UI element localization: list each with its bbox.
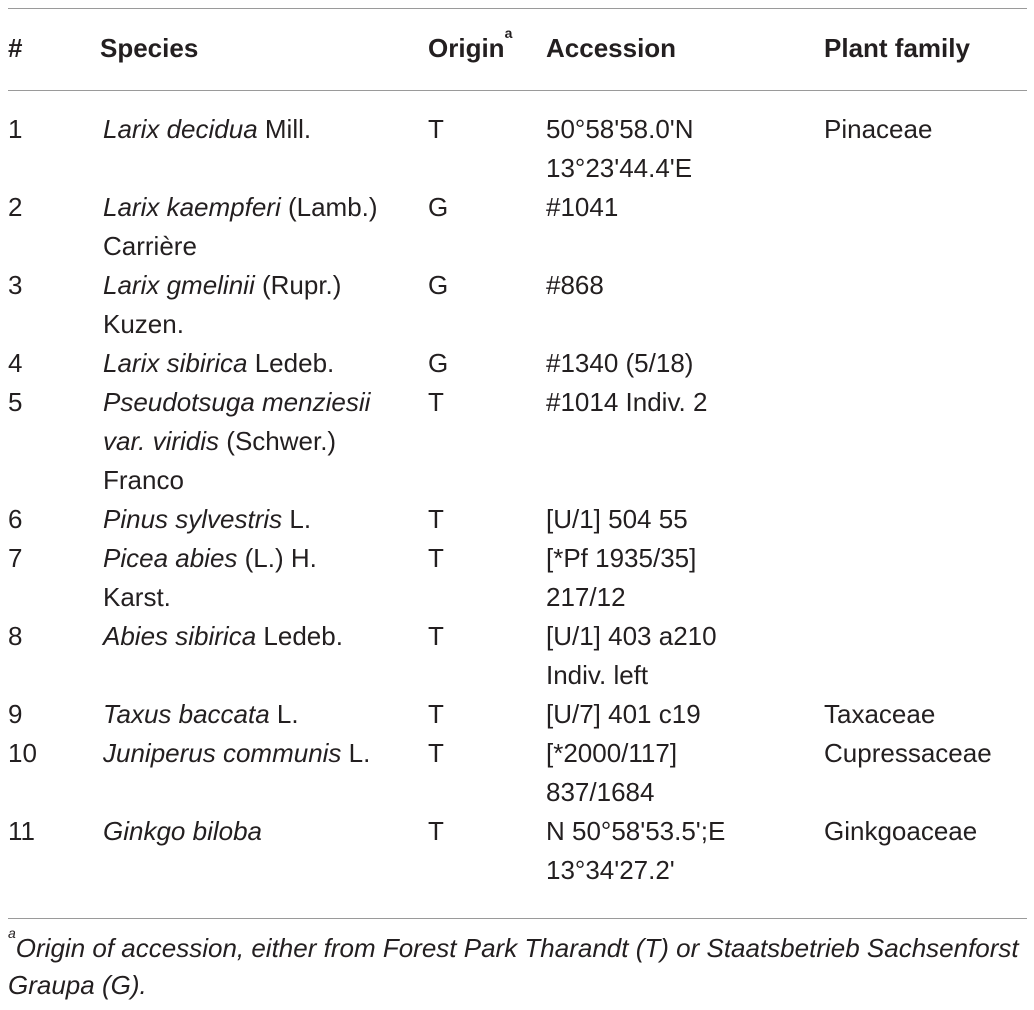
accession-line: 50°58'58.0'N (546, 114, 694, 144)
accession (546, 539, 696, 617)
header-origin (428, 25, 513, 66)
accession (546, 734, 677, 812)
footnote-mark: a (8, 925, 16, 941)
species-authority: (Rupr.) (254, 270, 342, 300)
origin-code: G (428, 270, 449, 300)
footnote-line-2: Graupa (G). (8, 970, 147, 1000)
species-line (103, 110, 311, 149)
species-line (103, 695, 299, 734)
accession-line: Indiv. left (546, 660, 649, 690)
species-authority: Franco (103, 465, 184, 495)
species-binomial: Juniperus communis (103, 738, 342, 768)
origin-code: T (428, 699, 444, 729)
accession (546, 617, 717, 695)
accession (546, 500, 688, 539)
accession-line: 837/1684 (546, 777, 655, 807)
species-name (103, 110, 311, 149)
species-line (103, 305, 341, 344)
accession (546, 266, 604, 305)
species-name (103, 500, 311, 539)
row-number: 6 (8, 504, 23, 534)
species-authority: (L.) H. (237, 543, 317, 573)
species-line (103, 266, 341, 305)
species-authority: Ledeb. (247, 348, 335, 378)
table-footnote (8, 925, 1028, 1004)
species-line (103, 500, 311, 539)
species-binomial: var. viridis (103, 426, 220, 456)
species-name (103, 539, 317, 617)
accession-line: N 50°58'53.5';E (546, 816, 726, 846)
origin-code: G (428, 192, 449, 222)
accession-line: #868 (546, 270, 604, 300)
species-authority: L. (282, 504, 312, 534)
accession-line: #1014 Indiv. 2 (546, 387, 708, 417)
plant-family: Cupressaceae (824, 738, 992, 768)
row-number: 3 (8, 270, 23, 300)
table-row (0, 188, 1034, 266)
species-binomial: Larix kaempferi (103, 192, 281, 222)
species-name (103, 188, 378, 266)
row-number: 11 (8, 816, 35, 846)
species-line (103, 539, 317, 578)
species-binomial: Pseudotsuga menziesii (103, 387, 371, 417)
header-bottom-rule (8, 90, 1027, 91)
table-row (0, 110, 1034, 188)
accession (546, 812, 725, 890)
table-row (0, 617, 1034, 695)
header-origin-label: Origin (428, 33, 505, 63)
table-row (0, 734, 1034, 812)
species-line (103, 344, 334, 383)
species-authority: (Schwer.) (219, 426, 337, 456)
species-binomial: Larix decidua (103, 114, 258, 144)
accession (546, 188, 618, 227)
species-line (103, 578, 317, 617)
species-name (103, 734, 370, 773)
accession (546, 695, 701, 734)
species-line (103, 812, 262, 851)
accession-line: 13°34'27.2' (546, 855, 675, 885)
accession-line: [U/1] 403 a210 (546, 621, 717, 651)
species-authority: Kuzen. (103, 309, 184, 339)
species-binomial: Taxus baccata (103, 699, 270, 729)
row-number: 5 (8, 387, 23, 417)
species-name (103, 617, 343, 656)
species-binomial: Larix sibirica (103, 348, 248, 378)
accession-line: [U/7] 401 c19 (546, 699, 701, 729)
row-number: 8 (8, 621, 23, 651)
header-accession: Accession (546, 33, 677, 63)
table-row (0, 539, 1034, 617)
accession-line: 217/12 (546, 582, 626, 612)
accession-line: [*2000/117] (546, 738, 678, 768)
species-line (103, 383, 370, 422)
species-authority: (Lamb.) (280, 192, 378, 222)
origin-code: T (428, 738, 444, 768)
origin-code: T (428, 387, 444, 417)
origin-code: T (428, 621, 444, 651)
species-binomial: Larix gmelinii (103, 270, 255, 300)
origin-code: T (428, 114, 444, 144)
footnote-line-1 (8, 925, 1019, 963)
accession-line: #1041 (546, 192, 619, 222)
footnote-text-1: Origin of accession, either from Forest Park Tharandt (T) or Staatsbetrieb Sachsenforst (15, 933, 1019, 963)
species-authority: Karst. (103, 582, 171, 612)
accession-line: [*Pf 1935/35] (546, 543, 697, 573)
table-row (0, 812, 1034, 890)
species-binomial: Abies sibirica (103, 621, 257, 651)
header-number: # (8, 33, 23, 63)
accession-line: 13°23'44.4'E (546, 153, 693, 183)
row-number: 2 (8, 192, 23, 222)
header-origin-footnote-mark: a (504, 25, 513, 41)
species-authority: Carrière (103, 231, 197, 261)
species-line (103, 188, 378, 227)
accession (546, 344, 693, 383)
species-authority: Ledeb. (256, 621, 343, 651)
table-bottom-rule (8, 918, 1027, 919)
origin-code: T (428, 816, 444, 846)
species-authority: Mill. (257, 114, 312, 144)
header-species: Species (100, 33, 199, 63)
species-authority: L. (341, 738, 371, 768)
species-name (103, 695, 299, 734)
species-line (103, 617, 343, 656)
species-name (103, 812, 262, 851)
species-name (103, 383, 370, 500)
species-name (103, 344, 334, 383)
accession-line: [U/1] 504 55 (546, 504, 688, 534)
species-binomial: Picea abies (103, 543, 238, 573)
row-number: 7 (8, 543, 23, 573)
accession (546, 383, 707, 422)
table-row (0, 383, 1034, 500)
species-authority: L. (269, 699, 299, 729)
species-name (103, 266, 341, 344)
plant-family: Pinaceae (824, 114, 933, 144)
accession-line: #1340 (5/18) (546, 348, 694, 378)
row-number: 1 (8, 114, 23, 144)
origin-code: T (428, 543, 444, 573)
species-binomial: Pinus sylvestris (103, 504, 283, 534)
species-binomial: Ginkgo biloba (103, 816, 262, 846)
species-line (103, 227, 378, 266)
table-row (0, 695, 1034, 734)
row-number: 9 (8, 699, 23, 729)
row-number: 4 (8, 348, 23, 378)
species-line (103, 422, 370, 461)
row-number: 10 (8, 738, 37, 768)
plant-family: Taxaceae (824, 699, 936, 729)
table-row (0, 500, 1034, 539)
header-plant-family: Plant family (824, 33, 970, 63)
table-row (0, 344, 1034, 383)
origin-code: G (428, 348, 449, 378)
plant-family: Ginkgoaceae (824, 816, 978, 846)
species-line (103, 461, 370, 500)
table-row (0, 266, 1034, 344)
origin-code: T (428, 504, 444, 534)
table-top-rule (8, 8, 1027, 9)
accession (546, 110, 694, 188)
species-line (103, 734, 370, 773)
